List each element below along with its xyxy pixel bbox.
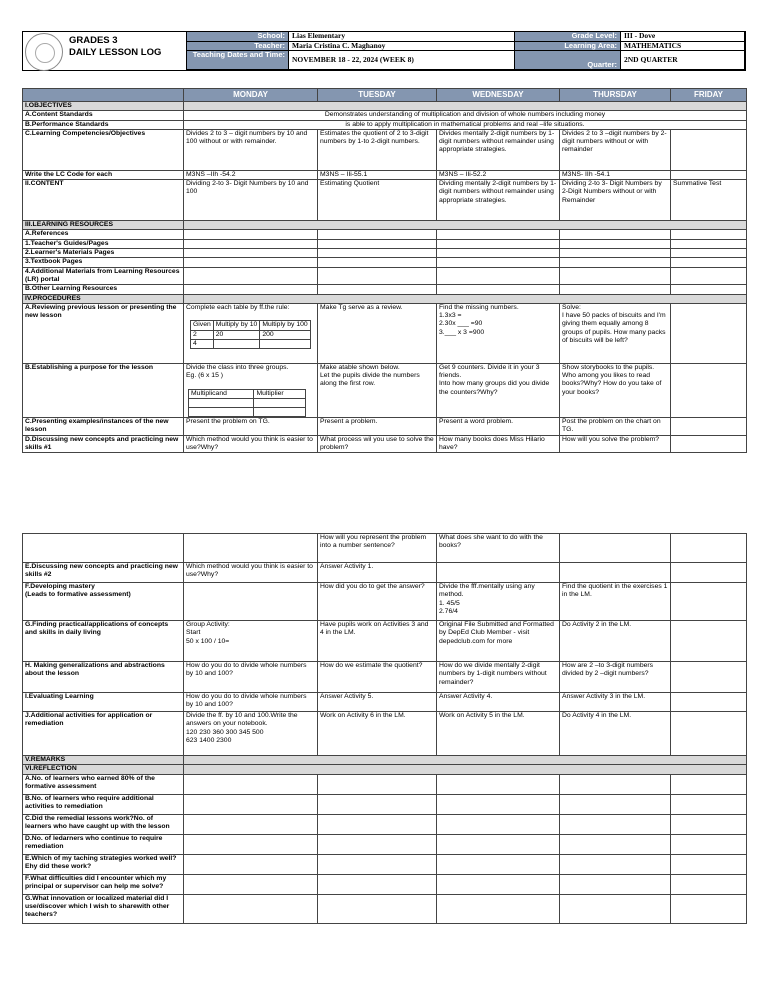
- table-row: E.Discussing new concepts and practicing new skills #2 Which method would you think is easier to use?Why? Answer Activity 1.: [23, 563, 747, 583]
- grade-label: Grade Level:: [515, 32, 621, 42]
- area-label: Learning Area:: [515, 42, 621, 52]
- table-row: A.Reviewing previous lesson or presenting the new lesson Complete each table by ff.the rule: Given Multiply by 10 Multiply by 100 2 20 200 4 Make Tg serve as a review. Find the missing numbers. 1.3x3 = 2.30x ___ =90 3.___ x 3 =900 Solve: I have 50 packs of biscuits and I'm giving them equally among 8 groups of pupils. How many packs of biscuits will be left?: [23, 303, 747, 363]
- section-row: VI.REFLECTION: [23, 765, 747, 774]
- table-row: B.Establishing a purpose for the lesson Divide the class into three groups. Eg. (6 x 15 ) Multiplicand Multiplier Make atable shown below. Let the pupils divide the numbers along the first row. Get 9 counters. Divide it in your 3 friends. Into how many groups did you divide the counters?Why? Show storybooks to the pupils. Who among you likes to read books?Why? How do you take of your books?: [23, 363, 747, 417]
- day-tuesday: TUESDAY: [318, 89, 437, 102]
- table-row: J.Additional activities for application or remediation Divide the ff. by 10 and 100.Write the answers on your notebook. 120 230 360 300 345 500 623 1400 2300 Work on Activity 6 in the LM. Work on Activity 5 in the LM. Do Activity 4 in the LM.: [23, 712, 747, 756]
- day-friday: FRIDAY: [671, 89, 747, 102]
- table-row: Write the LC Code for each M3NS –IIh -54.2 M3NS – IIi-55.1 M3NS – IIi-52.2 M3NS- IIh -54.1: [23, 170, 747, 179]
- section-row: I.OBJECTIVES: [23, 102, 747, 111]
- rule-table: Given Multiply by 10 Multiply by 100 2 20 200 4: [190, 320, 311, 349]
- day-monday: MONDAY: [184, 89, 318, 102]
- table-row: B.Other Learning Resources: [23, 285, 747, 294]
- header: [22, 31, 746, 71]
- multiplication-table: Multiplicand Multiplier: [188, 389, 306, 417]
- table-row: A.No. of learners who earned 80% of the formative assessment: [23, 774, 747, 794]
- table-row: A.References: [23, 230, 747, 239]
- table-row: 4.Additional Materials from Learning Resources (LR) portal: [23, 267, 747, 285]
- school-label: School:: [187, 32, 289, 42]
- table-row: G.Finding practical/applications of concepts and skills in daily living Group Activity: Start 50 x 100 / 10= Have pupils work on Activities 3 and 4 in the LM. Original File Submitted and Formatted by DepEd Club Member - visit depedclub.com for more Do Activity 2 in the LM.: [23, 621, 747, 662]
- day-header-row: [23, 89, 747, 102]
- blank-header: [23, 89, 184, 102]
- table-row: A.Content Standards Demonstrates understanding of multiplication and division of whole numbers including money: [23, 111, 747, 120]
- table-row: C.Did the remedial lessons work?No. of learners who have caught up with the lesson: [23, 814, 747, 834]
- table-row: C.Learning Competencies/Objectives Divides 2 to 3 – digit numbers by 10 and 100 without or with remainder. Estimates the quotient of 2 to 3-digit numbers by 1-to 2-digit numbers. Divides mentally 2-digit numbers by 1-digit numbers without remainder using appropriate strategies. Divides 2 to 3 –digit numbers by 2-digit numbers without or with remainder: [23, 129, 747, 170]
- quarter-value: 2ND QUARTER: [621, 51, 745, 70]
- table-row: G.What innovation or localized material did I use/discover which I wish to sharewith other teachers?: [23, 894, 747, 923]
- table-row: 1.Teacher's Guides/Pages: [23, 239, 747, 248]
- dates-value: NOVEMBER 18 - 22, 2024 (WEEK 8): [289, 51, 515, 70]
- table-row: 2.Learner's Materials Pages: [23, 249, 747, 258]
- table-row: D.Discussing new concepts and practicing new skills #1 Which method would you think is easier to use?Why? What process wil you use to solve the problem? How many books does Miss Hilario have? How will you solve the problem?: [23, 435, 747, 453]
- area-value: MATHEMATICS: [621, 42, 745, 52]
- teacher-label: Teacher:: [187, 42, 289, 52]
- table-row: II.CONTENT Dividing 2-to 3- Digit Numbers by 10 and 100 Estimating Quotient Dividing mentally 2-digit numbers by 1-digit numbers without remainder using appropriate strategies. Dividing 2-to 3- Digit Numbers by 2-Digit Numbers without or with Remainder Summative Test: [23, 180, 747, 221]
- lesson-log-table-page1: [22, 88, 747, 453]
- table-row: F.What difficulties did I encounter which my principal or supervisor can help me solve?: [23, 874, 747, 894]
- day-thursday: THURSDAY: [560, 89, 671, 102]
- document-title: GRADES 3 DAILY LESSON LOG: [65, 32, 187, 70]
- table-row: H. Making generalizations and abstractions about the lesson How do you do to divide whole numbers by 10 and 100? How do we estimate the quotient? How do we divide mentally 2-digit numbers by 1-digit numbers without remainder? How are 2 –to 3-digit numbers divided by 2 –digit numbers?: [23, 662, 747, 693]
- school-value: Lias Elementary: [289, 32, 515, 42]
- table-row: 3.Textbook Pages: [23, 258, 747, 267]
- quarter-label: Quarter:: [515, 51, 621, 70]
- teacher-value: Maria Cristina C. Maghanoy: [289, 42, 515, 52]
- table-row: B.Performance Standards is able to apply multiplication in mathematical problems and real –life situations.: [23, 120, 747, 129]
- deped-seal-icon: [25, 33, 63, 71]
- section-row: III.LEARNING RESOURCES: [23, 221, 747, 230]
- table-row: E.Which of my taching strategies worked well?Ehy did these work?: [23, 854, 747, 874]
- section-row: V.REMARKS: [23, 756, 747, 765]
- table-row: How will you represent the problem into a number sentence? What does she want to do with the books?: [23, 534, 747, 563]
- section-row: IV.PROCEDURES: [23, 294, 747, 303]
- table-row: F.Developing mastery (Leads to formative assessment) How did you do to get the answer? Divide the fff.mentally using any method. 1. 45/5 2.76/4 Find the quotient in the exercises 1 in the LM.: [23, 583, 747, 621]
- table-row: C.Presenting examples/instances of the new lesson Present the problem on TG. Present a problem. Present a word problem. Post the problem on the chart on TG.: [23, 418, 747, 436]
- grade-value: III - Dove: [621, 32, 745, 42]
- table-row: B.No. of learners who require additional activities to remediation: [23, 794, 747, 814]
- table-row: D.No. of ledarners who continue to require remediation: [23, 834, 747, 854]
- table-row: I.Evaluating Learning How do you do to divide whole numbers by 10 and 100? Answer Activity 5. Answer Activity 4. Answer Activity 3 in the LM.: [23, 693, 747, 712]
- lesson-log-table-page2: [22, 533, 747, 924]
- dates-label: Teaching Dates and Time:: [187, 51, 289, 70]
- day-wednesday: WEDNESDAY: [437, 89, 560, 102]
